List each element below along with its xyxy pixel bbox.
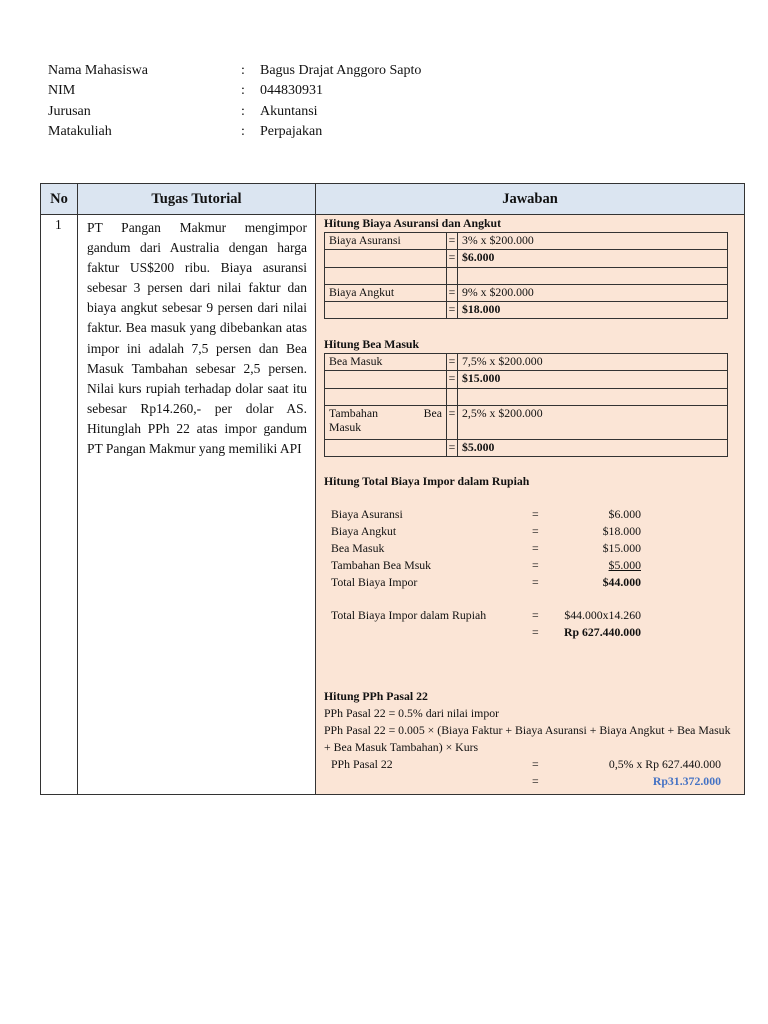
table-row (325, 388, 728, 405)
row-equals: = (447, 233, 458, 250)
header-jawaban: Jawaban (315, 183, 745, 215)
row-equals: = (447, 284, 458, 301)
label-part: Tambahan (329, 405, 378, 420)
row-value: 7,5% x $200.000 (458, 354, 728, 371)
header-no: No (40, 183, 78, 215)
row-value: $15.000 (458, 371, 728, 388)
bea-masuk-table (324, 353, 728, 457)
info-value: Perpajakan (260, 123, 323, 139)
row-label (325, 267, 447, 284)
row-equals (447, 388, 458, 405)
rupiah-result: Rp 627.440.000 (563, 625, 641, 640)
sum-value: $5.000 (608, 557, 641, 572)
row-value: 3% x $200.000 (458, 233, 728, 250)
pph-calc-equals: = (532, 757, 539, 771)
sum-equals: = (532, 557, 539, 572)
row-value (458, 388, 728, 405)
tutorial-table (40, 183, 745, 795)
row-label (325, 388, 447, 405)
sum-value: $18.000 (602, 523, 641, 538)
sum-equals: = (532, 523, 539, 538)
row-equals: = (447, 250, 458, 267)
pph-formula: PPh Pasal 22 = 0.005 × (Biaya Faktur + Biaya Asuransi + Biaya Angkut + Bea Masuk + Bea Masuk Tambahan) × Kurs (324, 723, 731, 754)
cell-answer (315, 214, 745, 795)
info-value: Akuntansi (260, 103, 318, 119)
info-colon: : (241, 103, 245, 119)
info-row-jurusan (48, 102, 648, 122)
info-row-matakuliah (48, 122, 648, 142)
rupiah-equals: = (532, 608, 539, 623)
section-title-bea-masuk: Hitung Bea Masuk (324, 337, 420, 351)
info-label: NIM (48, 83, 76, 99)
section-title-total-impor: Hitung Total Biaya Impor dalam Rupiah (324, 474, 530, 488)
table-row (325, 233, 728, 250)
cell-question (77, 214, 316, 795)
list-item (331, 624, 641, 641)
label-part: Masuk (329, 419, 362, 434)
table-row (325, 371, 728, 388)
pph-line: PPh Pasal 22 = 0.5% dari nilai impor (324, 706, 500, 720)
sum-equals: = (532, 540, 539, 555)
pph-result-value: Rp31.372.000 (652, 774, 721, 788)
sum-label: Biaya Asuransi (331, 507, 403, 521)
row-label: Biaya Angkut (325, 284, 447, 301)
list-item (324, 756, 739, 773)
row-label (325, 302, 447, 319)
info-row-name (48, 61, 648, 81)
row-label (325, 371, 447, 388)
info-label: Nama Mahasiswa (48, 63, 148, 78)
row-equals: = (447, 405, 458, 439)
row-value (458, 267, 728, 284)
sum-value: $6.000 (608, 507, 641, 521)
list-item (331, 540, 641, 557)
sum-label: Biaya Angkut (331, 523, 397, 538)
row-value: $5.000 (458, 439, 728, 456)
row-equals: = (447, 371, 458, 388)
pph-calc-label: PPh Pasal 22 (331, 757, 393, 771)
sum-label: Total Biaya Impor (331, 574, 418, 589)
sum-label: Tambahan Bea Msuk (331, 557, 432, 572)
pph-section (324, 688, 739, 790)
table-row (325, 284, 728, 301)
label-part: Bea (423, 405, 442, 420)
pph-result-equals: = (532, 774, 539, 788)
total-impor-summary (331, 506, 641, 641)
list-item (331, 607, 641, 624)
sum-label: Bea Masuk (331, 540, 385, 555)
table-row (325, 302, 728, 319)
list-item (331, 574, 641, 591)
info-colon: : (241, 123, 245, 139)
info-colon: : (241, 83, 245, 99)
rupiah-label: Total Biaya Impor dalam Rupiah (331, 608, 487, 623)
sum-value: $15.000 (602, 540, 641, 555)
asuransi-angkut-table (324, 232, 728, 319)
sum-equals: = (532, 574, 539, 589)
student-info (48, 61, 648, 142)
header-tugas-tutorial: Tugas Tutorial (77, 183, 316, 215)
sum-equals: = (532, 507, 539, 521)
cell-no (40, 214, 78, 795)
table-row (325, 439, 728, 456)
info-label: Matakuliah (48, 123, 112, 139)
row-label (325, 405, 447, 439)
row-label (325, 250, 447, 267)
info-value: Bagus Drajat Anggoro Sapto (260, 63, 422, 78)
row-value: 2,5% x $200.000 (458, 405, 728, 439)
table-row (325, 354, 728, 371)
section-title-pph: Hitung PPh Pasal 22 (324, 689, 428, 703)
info-label: Jurusan (48, 103, 91, 119)
sum-value: $44.000 (602, 574, 641, 589)
row-equals: = (447, 439, 458, 456)
info-value: 044830931 (260, 83, 323, 99)
table-row (325, 267, 728, 284)
row-label: Biaya Asuransi (325, 233, 447, 250)
list-item (324, 773, 739, 790)
row-value: 9% x $200.000 (458, 284, 728, 301)
row-label: Bea Masuk (325, 354, 447, 371)
table-row (325, 250, 728, 267)
rupiah-result-equals: = (532, 625, 539, 640)
list-item (331, 557, 641, 574)
list-item (331, 523, 641, 540)
rupiah-calc: $44.000x14.260 (564, 608, 641, 623)
row-label (325, 439, 447, 456)
table-row (325, 405, 728, 439)
question-text: PT Pangan Makmur mengimpor gandum dari Australia dengan harga faktur US$200 ribu. Biaya asuransi sebesar 3 persen dari nilai faktur dan biaya angkut sebesar 9 persen dari nilai faktur. Bea masuk yang dibebankan atas impor ini adalah 7,5 persen dan Bea Masuk Tambahan sebesar 2,5 persen. Nilai kurs rupiah terhadap dolar saat itu sebesar Rp14.260,- per dolar AS. Hitunglah PPh 22 atas impor gandum PT Pangan Makmur yang memiliki API (87, 220, 307, 457)
pph-calc-value: 0,5% x Rp 627.440.000 (608, 757, 721, 771)
row-value: $18.000 (458, 302, 728, 319)
list-item (331, 506, 641, 523)
row-equals (447, 267, 458, 284)
row-number: 1 (55, 217, 62, 232)
info-row-nim (48, 81, 648, 101)
section-title-asuransi-angkut: Hitung Biaya Asuransi dan Angkut (324, 216, 502, 230)
row-value: $6.000 (458, 250, 728, 267)
row-equals: = (447, 302, 458, 319)
row-equals: = (447, 354, 458, 371)
info-colon: : (241, 63, 245, 78)
